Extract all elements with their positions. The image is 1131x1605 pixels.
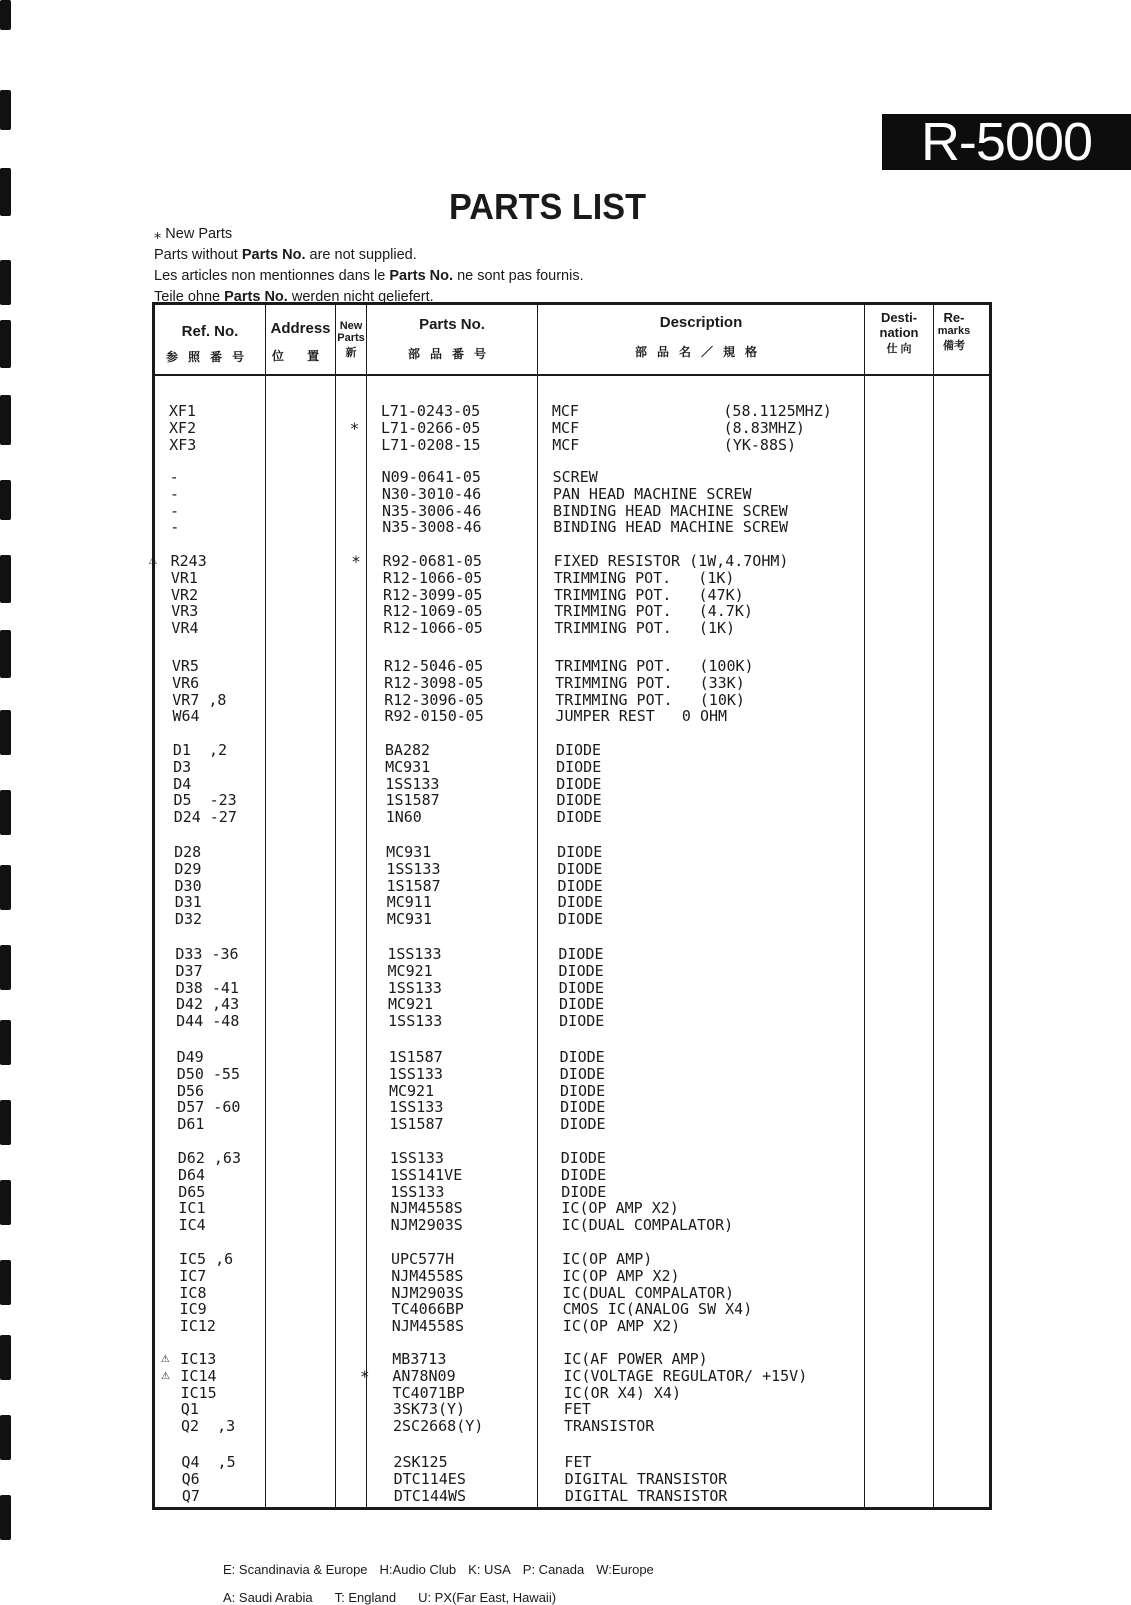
ref-no: VR7 ,8: [172, 690, 227, 709]
part-no: 1S1587: [388, 1048, 443, 1066]
ref-no: R243: [170, 552, 207, 570]
part-no: 1SS133: [387, 945, 442, 963]
header-address: Address 位 置: [270, 320, 331, 363]
col-divider: [537, 302, 538, 1510]
part-no: 1SS133: [385, 774, 440, 793]
part-no: R12-1069-05: [383, 602, 483, 621]
ref-no: D42 ,43: [175, 995, 240, 1014]
part-no: R12-5046-05: [383, 657, 484, 675]
description: DIODE: [557, 876, 603, 895]
ref-no: D33 -36: [175, 945, 239, 963]
ref-no: D65: [178, 1182, 206, 1201]
part-no: 3SK73(Y): [392, 1400, 466, 1419]
description: DIGITAL TRANSISTOR: [564, 1469, 728, 1488]
ref-no: D1 ,2: [172, 741, 228, 759]
ref-no: D24 -27: [173, 808, 237, 827]
legend-item: T: England: [334, 1590, 397, 1605]
description: MCF (YK-88S): [552, 435, 797, 454]
ref-no: IC1: [178, 1199, 206, 1218]
legend-item: U: PX(Far East, Hawaii): [418, 1590, 557, 1605]
part-no: 2SK125: [393, 1453, 448, 1471]
description: TRIMMING POT. (100K): [554, 657, 754, 675]
description: DIODE: [558, 945, 604, 963]
description: TRIMMING POT. (1K): [553, 568, 735, 587]
part-no: NJM4558S: [390, 1199, 463, 1218]
description: DIODE: [559, 1081, 606, 1100]
ref-no: D5 -23: [173, 791, 237, 810]
ref-no: -: [169, 484, 179, 503]
part-no: MC931: [386, 843, 432, 861]
ref-no: D4: [173, 774, 192, 793]
ref-no: Q1: [180, 1400, 199, 1419]
ref-no: Q2 ,3: [181, 1417, 236, 1436]
description: DIODE: [555, 741, 602, 759]
part-no: 1SS133: [388, 1012, 443, 1031]
ref-no: D49: [176, 1048, 204, 1066]
part-no: UPC577H: [391, 1250, 455, 1268]
ref-no: D61: [177, 1115, 205, 1134]
description: IC(OP AMP X2): [562, 1266, 680, 1285]
destination-legend: [223, 1562, 666, 1577]
part-no: N35-3008-46: [382, 518, 482, 537]
part-no: R12-1066-05: [382, 568, 483, 587]
description: DIODE: [557, 893, 603, 912]
col-divider: [933, 302, 934, 1510]
ref-no: D32: [174, 910, 203, 929]
ref-no: D29: [174, 859, 202, 878]
part-no: 1N60: [385, 808, 422, 827]
new-part-mark: *: [351, 552, 360, 571]
part-no: DTC114ES: [393, 1469, 466, 1488]
ref-no: D38 -41: [175, 978, 239, 997]
ref-no: VR4: [171, 619, 199, 638]
part-no: TC4071BP: [392, 1383, 465, 1402]
part-no: N09-0641-05: [381, 468, 481, 486]
safety-icon: ⚠: [161, 1350, 170, 1366]
part-no: NJM4558S: [391, 1266, 464, 1285]
ref-no: Q6: [181, 1469, 200, 1488]
description: SCREW: [552, 468, 598, 486]
description: MCF (58.1125MHZ): [551, 402, 832, 420]
part-no: 1SS133: [389, 1149, 444, 1167]
part-no: N35-3006-46: [382, 501, 482, 520]
part-no: L71-0266-05: [381, 418, 481, 437]
part-no: R12-3098-05: [384, 673, 484, 692]
ref-no: IC4: [178, 1216, 206, 1235]
part-no: MB3713: [392, 1350, 447, 1368]
part-no: L71-0243-05: [380, 402, 481, 420]
ref-no: D56: [176, 1081, 205, 1100]
description: DIODE: [559, 1064, 605, 1083]
part-no: MC931: [385, 757, 431, 776]
ref-no: IC8: [179, 1283, 207, 1302]
description: IC(OP AMP X2): [562, 1317, 681, 1336]
description: DIODE: [560, 1098, 606, 1117]
description: TRIMMING POT. (47K): [554, 585, 744, 604]
description: BINDING HEAD MACHINE SCREW: [553, 501, 788, 520]
description: DIODE: [560, 1115, 606, 1134]
description: TRANSISTOR: [564, 1417, 655, 1436]
ref-no: XF3: [169, 435, 197, 454]
description: CMOS IC(ANALOG SW X4): [562, 1300, 753, 1319]
new-part-mark: *: [360, 1366, 369, 1386]
description: DIODE: [558, 995, 605, 1014]
ref-no: VR1: [170, 568, 198, 587]
description: DIODE: [556, 774, 602, 793]
description: DIODE: [560, 1149, 606, 1167]
col-divider: [265, 302, 266, 1510]
part-no: N30-3010-46: [381, 484, 482, 503]
ref-no: D37: [175, 961, 203, 980]
description: IC(OR X4) X4): [563, 1383, 681, 1402]
col-divider: [335, 302, 336, 1510]
ref-no: -: [170, 501, 180, 520]
part-no: NJM4558S: [391, 1317, 465, 1336]
description: DIODE: [559, 1048, 605, 1066]
ref-no: D30: [174, 876, 202, 895]
part-no: 1S1587: [385, 791, 440, 810]
description: DIODE: [557, 843, 603, 861]
legend-item: E: Scandinavia & Europe: [223, 1562, 368, 1577]
part-no: 1SS133: [388, 1064, 443, 1083]
description: IC(OP AMP): [562, 1250, 653, 1268]
legend-item: A: Saudi Arabia: [223, 1590, 313, 1605]
destination-legend-2: [223, 1590, 578, 1605]
ref-no: IC9: [179, 1300, 207, 1319]
ref-no: VR5: [171, 657, 199, 675]
description: IC(OP AMP X2): [561, 1199, 679, 1218]
ref-no: VR6: [172, 673, 200, 692]
legend-item: P: Canada: [522, 1562, 585, 1577]
part-no: MC911: [386, 893, 432, 912]
part-no: BA282: [384, 741, 431, 759]
description: DIODE: [560, 1165, 607, 1184]
note-french: Les articles non mentionnes dans le Parts No. ne sont pas fournis.: [154, 268, 584, 284]
description: TRIMMING POT. (33K): [555, 673, 745, 692]
ref-no: VR3: [171, 602, 199, 621]
note-german: Teile ohne Parts No. werden nicht geliefert.: [154, 289, 434, 305]
description: FET: [564, 1453, 592, 1471]
safety-icon: ⚠: [148, 552, 158, 568]
part-no: MC921: [387, 961, 433, 980]
safety-icon: ⚠: [161, 1366, 170, 1383]
description: IC(AF POWER AMP): [563, 1350, 708, 1368]
description: PAN HEAD MACHINE SCREW: [552, 484, 752, 503]
part-no: TC4066BP: [391, 1300, 464, 1319]
description: DIODE: [561, 1182, 607, 1201]
description: FET: [563, 1400, 591, 1419]
part-no: 1SS133: [386, 859, 441, 878]
part-no: R12-1066-05: [383, 619, 483, 638]
ref-no: XF1: [168, 402, 196, 420]
part-no: AN78N09: [392, 1366, 456, 1385]
ref-no: IC14: [180, 1366, 217, 1385]
description: TRIMMING POT. (10K): [555, 690, 745, 709]
ref-no: D64: [177, 1165, 206, 1184]
part-no: 1S1587: [386, 876, 441, 895]
ref-no: W64: [172, 707, 200, 726]
description: DIODE: [557, 859, 603, 878]
page-title: PARTS LIST: [449, 186, 646, 227]
ref-no: D50 -55: [176, 1064, 240, 1083]
part-no: L71-0208-15: [381, 435, 481, 454]
ref-no: D31: [174, 893, 202, 912]
description: TRIMMING POT. (4.7K): [554, 602, 753, 621]
supply-notes: [154, 224, 584, 308]
ref-no: D3: [173, 757, 192, 776]
part-no: 1SS141VE: [389, 1165, 463, 1184]
description: DIGITAL TRANSISTOR: [564, 1486, 728, 1505]
description: DIODE: [558, 978, 604, 997]
ref-no: IC15: [180, 1383, 217, 1402]
legend-item: H:Audio Club: [379, 1562, 457, 1577]
ref-no: IC5 ,6: [179, 1250, 234, 1268]
description: JUMPER REST 0 OHM: [555, 707, 728, 726]
ref-no: XF2: [169, 418, 197, 437]
description: TRIMMING POT. (1K): [554, 619, 736, 638]
col-divider: [366, 302, 367, 1510]
part-no: MC921: [388, 1081, 435, 1100]
ref-no: D28: [174, 843, 202, 861]
part-no: R12-3099-05: [383, 585, 483, 604]
ref-no: VR2: [171, 585, 199, 604]
header-ref: Ref. No. 参照番号: [165, 323, 254, 364]
part-no: MC921: [387, 995, 434, 1014]
part-no: 1SS133: [387, 978, 442, 997]
model-badge: R-5000: [882, 114, 1131, 170]
legend-item: W:Europe: [596, 1562, 654, 1577]
part-no: 1SS133: [390, 1182, 445, 1201]
col-divider: [864, 302, 865, 1510]
description: DIODE: [559, 1012, 605, 1031]
part-no: R92-0681-05: [382, 552, 482, 570]
part-no: 1SS133: [389, 1098, 444, 1117]
ref-no: Q7: [181, 1486, 200, 1505]
legend-item: K: USA: [468, 1562, 511, 1577]
part-no: R12-3096-05: [384, 690, 484, 709]
new-parts-note: ⁎ New Parts: [154, 226, 233, 242]
header-description: Description 部品名／規格: [634, 314, 767, 359]
ref-no: Q4 ,5: [181, 1453, 236, 1471]
description: DIODE: [556, 808, 602, 827]
description: DIODE: [557, 910, 604, 929]
ref-no: D62 ,63: [177, 1149, 241, 1167]
description: DIODE: [556, 757, 602, 776]
description: FIXED RESISTOR (1W,4.7OHM): [553, 552, 789, 570]
header-remarks: Re- marks 備考: [937, 310, 971, 352]
ref-no: IC12: [179, 1317, 216, 1336]
part-no: DTC144WS: [393, 1486, 467, 1505]
description: BINDING HEAD MACHINE SCREW: [553, 518, 789, 537]
header-divider: [152, 374, 992, 376]
header-new-parts: New Parts 新: [337, 320, 365, 359]
part-no: 1S1587: [389, 1115, 444, 1134]
header-part-no: Parts No. 部品番号: [407, 316, 496, 361]
description: MCF (8.83MHZ): [552, 418, 805, 437]
description: DIODE: [558, 961, 604, 980]
ref-no: IC13: [180, 1350, 217, 1368]
ref-no: D44 -48: [176, 1012, 240, 1031]
part-no: NJM2903S: [391, 1283, 464, 1302]
ref-no: D57 -60: [177, 1098, 241, 1117]
description: IC(VOLTAGE REGULATOR/ +15V): [563, 1366, 808, 1385]
note-english: Parts without Parts No. are not supplied.: [154, 247, 417, 263]
ref-no: -: [169, 468, 179, 486]
ref-no: -: [170, 518, 180, 537]
part-no: MC931: [386, 910, 433, 929]
part-no: R92-0150-05: [384, 707, 484, 726]
part-no: 2SC2668(Y): [393, 1417, 484, 1436]
part-no: NJM2903S: [390, 1216, 463, 1235]
ref-no: IC7: [179, 1266, 207, 1285]
header-destination: Desti- nation 仕 向: [879, 310, 919, 355]
description: IC(DUAL COMPALATOR): [562, 1283, 734, 1302]
new-part-mark: *: [350, 418, 359, 438]
description: DIODE: [556, 791, 602, 810]
description: IC(DUAL COMPALATOR): [561, 1216, 734, 1235]
